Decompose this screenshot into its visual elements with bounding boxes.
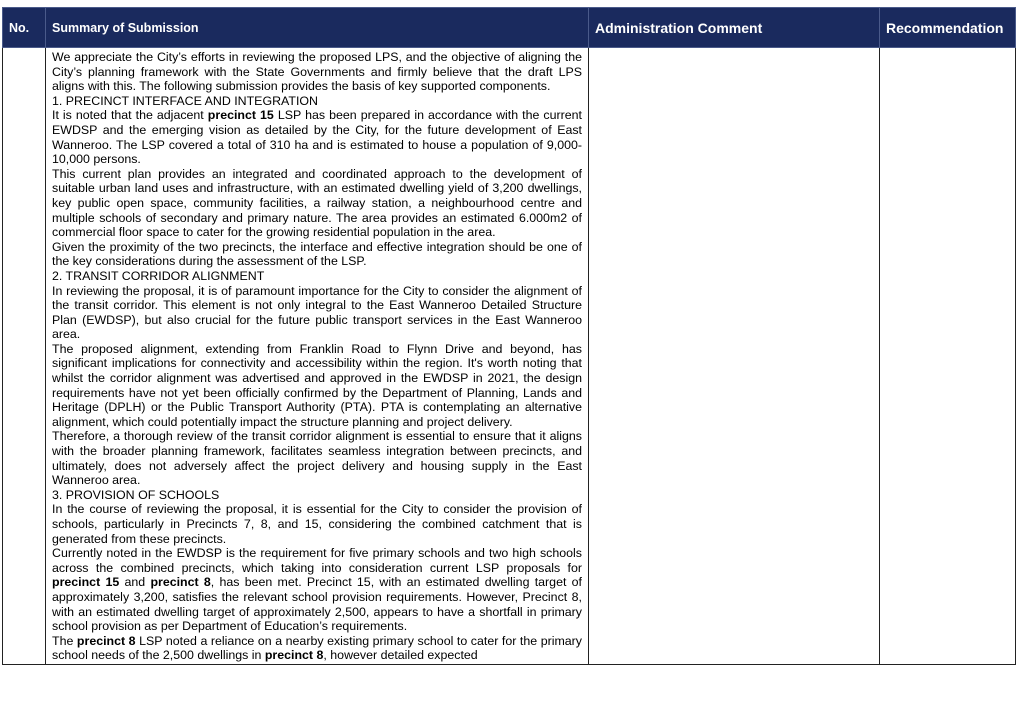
cell-recommendation [880, 48, 1016, 665]
table-header-row [3, 8, 1016, 48]
summary-paragraph: This current plan provides an integrated and coordinated approach to the development of suitable urban land uses and infrastructure, with an estimated dwelling yield of 3,200 dwellings, key public open space, community facilities, a railway station, a neighbourhood centre and multiple schools of secondary and primary nature. The area provides an estimated 6.000m2 of commercial floor space to cater for the growing residential population in the area. [52, 166, 582, 240]
submissions-table [2, 7, 1016, 665]
cell-no [3, 48, 46, 665]
summary-paragraph: In reviewing the proposal, it is of paramount importance for the City to consider the alignment of the transit corridor. This element is not only integral to the East Wanneroo Detailed Structure Plan (EWDSP), but also crucial for the future public transport services in the East Wanneroo area. [52, 283, 582, 342]
cell-summary [46, 48, 589, 665]
table-row [3, 48, 1016, 665]
section-heading-3: 3. PROVISION OF SCHOOLS [52, 487, 220, 502]
col-header-admin-comment: Administration Comment [589, 8, 880, 48]
section-heading-2: 2. TRANSIT CORRIDOR ALIGNMENT [52, 268, 265, 283]
col-header-recommendation: Recommendation [880, 8, 1016, 48]
summary-paragraph: Given the proximity of the two precincts, the interface and effective integration should be one of the key considerations during the assessment of the LSP. [52, 239, 582, 269]
summary-intro: We appreciate the City’s efforts in reviewing the proposed LPS, and the objective of aligning the City’s planning framework with the State Governments and firmly believe that the draft LPS aligns with this. The following submission provides the basis of key supported components. [52, 50, 582, 94]
section-heading-1: 1. PRECINCT INTERFACE AND INTEGRATION [52, 93, 318, 108]
col-header-summary: Summary of Submission [46, 8, 589, 48]
summary-paragraph: Therefore, a thorough review of the transit corridor alignment is essential to ensure that it aligns with the broader planning framework, facilitates seamless integration between precincts, and ultimately, does not adversely affect the project delivery and housing supply in the East Wanneroo area. [52, 429, 582, 488]
summary-paragraph: The precinct 8 LSP noted a reliance on a nearby existing primary school to cater for the primary school needs of the 2,500 dwellings in precinct 8, however detailed expected [52, 633, 582, 663]
summary-paragraph: It is noted that the adjacent precinct 15 LSP has been prepared in accordance with the current EWDSP and the emerging vision as detailed by the City, for the future development of East Wanneroo. The LSP covered a total of 310 ha and is estimated to house a population of 9,000-10,000 persons. [52, 108, 582, 167]
summary-paragraph: The proposed alignment, extending from Franklin Road to Flynn Drive and beyond, has significant implications for connectivity and accessibility within the region. It's worth noting that whilst the corridor alignment was advertised and approved in the EWDSP in 2021, the design requirements have not yet been officially confirmed by the Department of Planning, Lands and Heritage (DPLH) or the Public Transport Authority (PTA). PTA is contemplating an alternative alignment, which could potentially impact the structure planning and project delivery. [52, 341, 582, 429]
col-header-no: No. [3, 8, 46, 48]
cell-admin-comment [589, 48, 880, 665]
summary-paragraph: In the course of reviewing the proposal, it is essential for the City to consider the provision of schools, particularly in Precincts 7, 8, and 15, considering the combined catchment that is generated from these precincts. [52, 502, 582, 546]
summary-paragraph: Currently noted in the EWDSP is the requirement for five primary schools and two high schools across the combined precincts, which taking into consideration current LSP proposals for precinct 15 and precinct 8, has been met. Precinct 15, with an estimated dwelling target of approximately 3,200, satisfies the relevant school provision requirements. However, Precinct 8, with an estimated dwelling target of approximately 2,500, appears to have a shortfall in primary school provision as per Department of Education’s requirements. [52, 546, 582, 634]
